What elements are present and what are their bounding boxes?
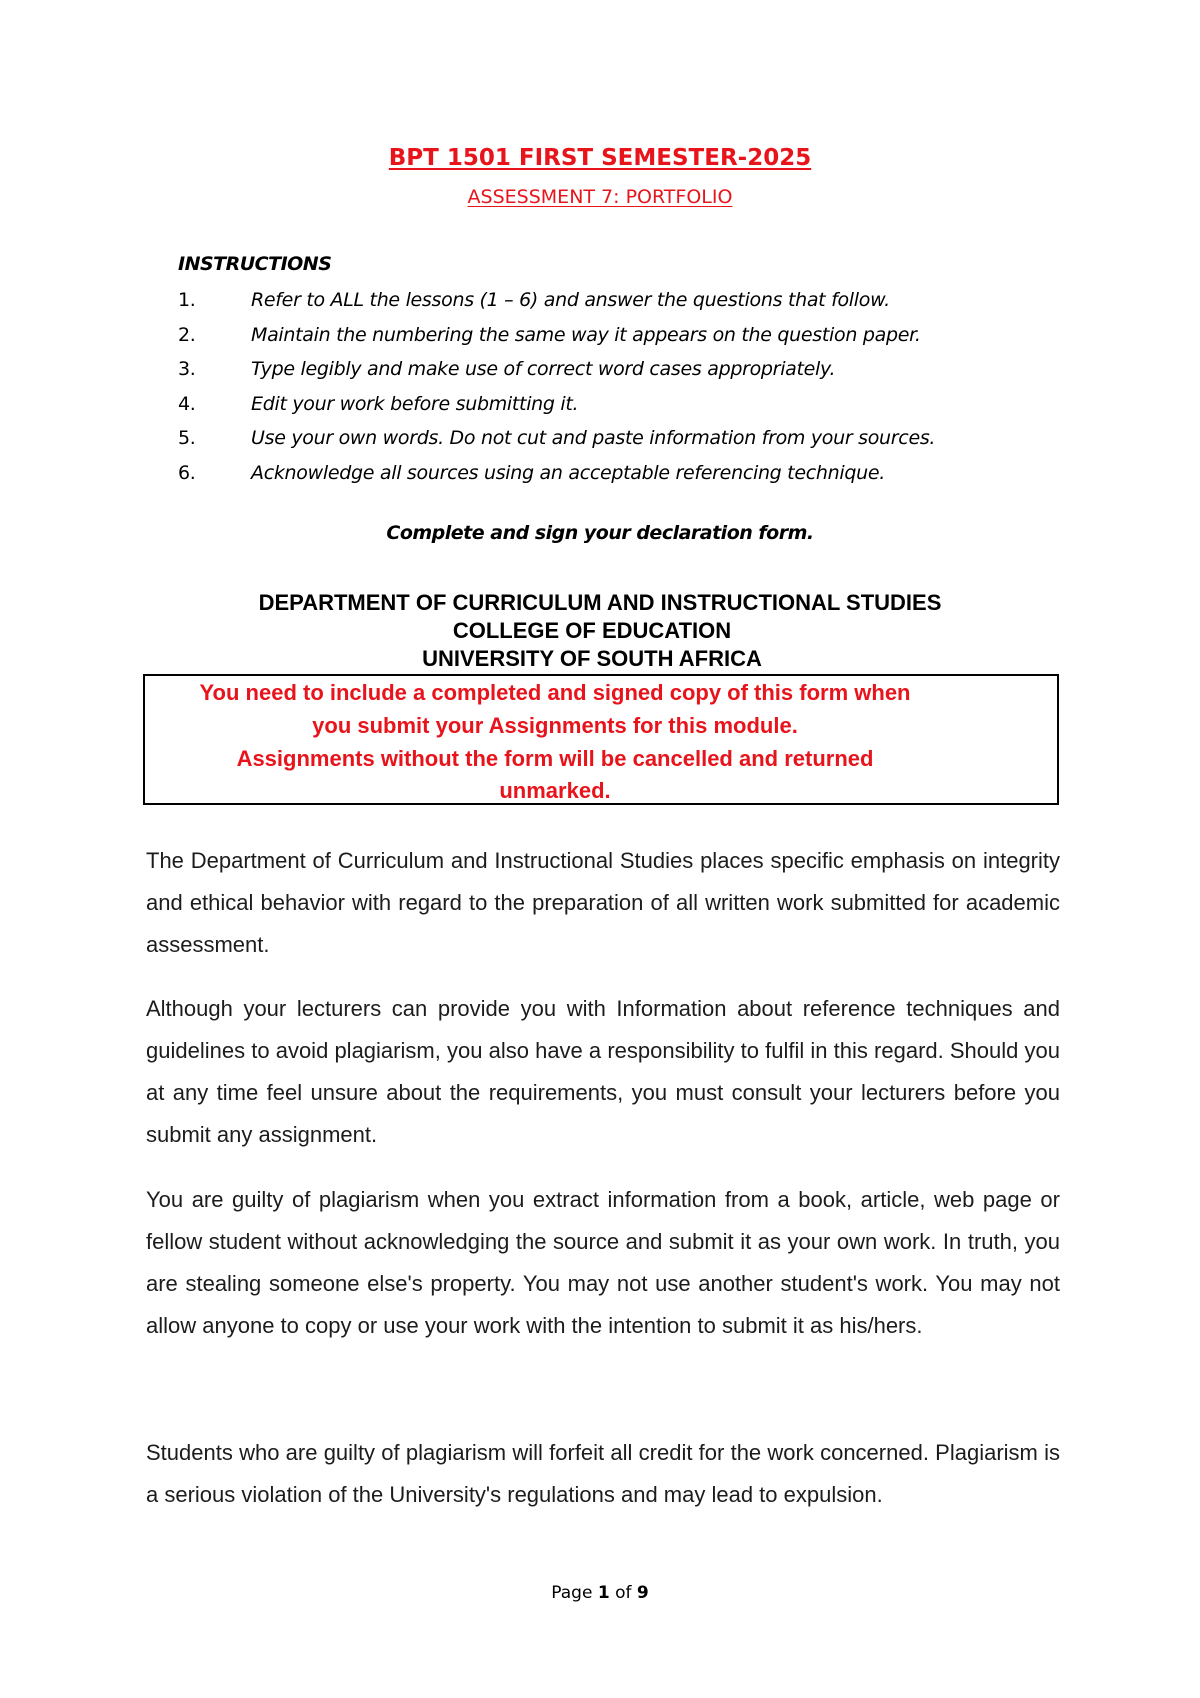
university-name: UNIVERSITY OF SOUTH AFRICA — [422, 646, 762, 671]
body-paragraph: You are guilty of plagiarism when you extract information from a book, article, web page or fellow student without acknowledging the source and submit it as your own work. In truth, you are stealing someone else's property. You may not use another student's work. You may not allow anyone to copy or use your work with the intention to submit it as his/hers. — [146, 1187, 1060, 1338]
current-page-number: 1 — [597, 1583, 610, 1603]
instruction-number: 6. — [178, 461, 196, 484]
instruction-item — [178, 387, 935, 422]
instruction-item — [178, 421, 935, 456]
warning-line: Assignments without the form will be cancelled and returned — [236, 746, 874, 771]
instruction-number: 1. — [178, 289, 196, 311]
body-paragraph: Students who are guilty of plagiarism will forfeit all credit for the work concerned. Plagiarism is a serious violation of the University's regulations and may lead to expulsion. — [146, 1440, 1060, 1507]
instruction-text: Type legibly and make use of correct word cases appropriately. — [251, 358, 836, 380]
instruction-text: Maintain the numbering the same way it appears on the question paper. — [251, 323, 921, 346]
declaration-note: Complete and sign your declaration form. — [386, 522, 814, 544]
instruction-number: 4. — [178, 392, 196, 415]
warning-line: unmarked. — [499, 778, 611, 803]
warning-line: you submit your Assignments for this module. — [312, 713, 798, 738]
body-paragraph: The Department of Curriculum and Instructional Studies places specific emphasis on integrity and ethical behavior with regard to the preparation of all written work submitted for academic assessment. — [146, 848, 1060, 957]
department-name: DEPARTMENT OF CURRICULUM AND INSTRUCTIONAL STUDIES — [258, 590, 942, 615]
instruction-number: 5. — [178, 427, 196, 449]
college-name: COLLEGE OF EDUCATION — [452, 618, 732, 643]
of-word: of — [615, 1583, 632, 1603]
instruction-text: Edit your work before submitting it. — [251, 392, 579, 415]
instruction-item — [178, 283, 935, 318]
body-paragraph: Although your lecturers can provide you with Information about reference techniques and guidelines to avoid plagiarism, you also have a responsibility to fulfil in this regard. Should you at any time feel unsure about the requirements, you must consult your lecturers before you submit any assignment. — [146, 996, 1060, 1147]
instruction-item — [178, 318, 935, 353]
instruction-number: 3. — [178, 358, 196, 380]
total-pages-number: 9 — [636, 1583, 649, 1603]
warning-box — [143, 674, 1059, 805]
instruction-text: Acknowledge all sources using an acceptable referencing technique. — [251, 461, 885, 484]
instruction-item — [178, 456, 935, 491]
instructions-list — [178, 283, 935, 490]
page-footer — [0, 1583, 1200, 1603]
instruction-number: 2. — [178, 323, 196, 346]
document-title: BPT 1501 FIRST SEMESTER-2025 — [388, 145, 812, 171]
instruction-text: Use your own words. Do not cut and paste information from your sources. — [251, 427, 936, 449]
page-word: Page — [551, 1583, 593, 1603]
instructions-heading: INSTRUCTIONS — [178, 253, 332, 275]
instruction-text: Refer to ALL the lessons (1 – 6) and answer the questions that follow. — [251, 289, 890, 311]
document-subtitle: ASSESSMENT 7: PORTFOLIO — [467, 186, 733, 208]
instruction-item — [178, 352, 935, 387]
warning-line: You need to include a completed and signed copy of this form when — [199, 680, 911, 705]
